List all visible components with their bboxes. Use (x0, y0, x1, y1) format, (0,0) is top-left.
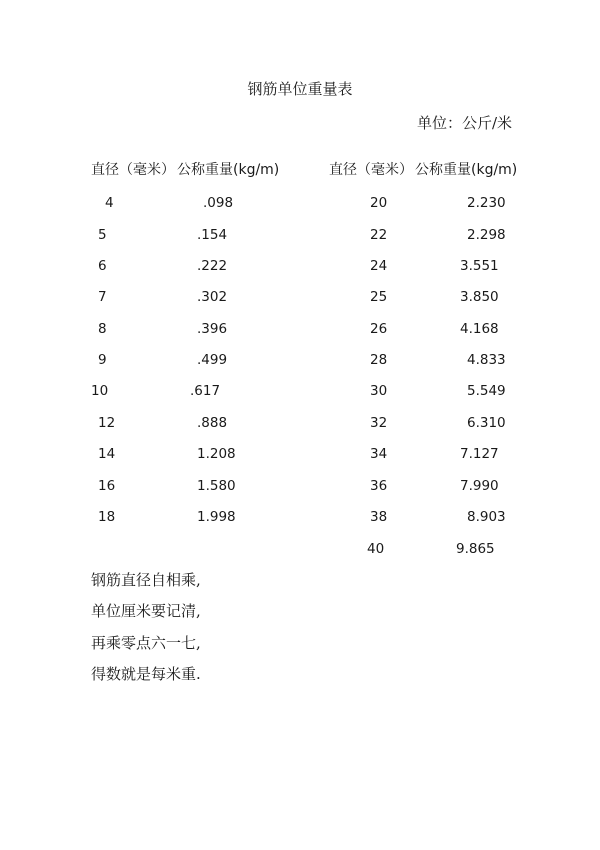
left-row-weight: .098 (203, 195, 234, 211)
right-row-weight: 4.168 (460, 321, 499, 337)
left-row-diameter: 10 (91, 383, 109, 399)
left-row-weight: .154 (197, 227, 228, 243)
right-row-weight: 7.127 (460, 446, 499, 462)
right-row-diameter: 36 (370, 478, 388, 494)
verse-line: 钢筋直径自相乘, (91, 571, 201, 589)
right-diameter-header: 直径（毫米） (329, 162, 413, 178)
verse-line: 得数就是每米重. (91, 665, 201, 683)
right-row-weight: 9.865 (456, 541, 495, 557)
right-row-weight: 8.903 (467, 509, 506, 525)
right-row-diameter: 22 (370, 227, 388, 243)
right-row-weight: 7.990 (460, 478, 499, 494)
right-row-weight: 6.310 (467, 415, 506, 431)
left-row-diameter: 8 (98, 321, 107, 337)
right-row-weight: 3.551 (460, 258, 499, 274)
right-row-diameter: 34 (370, 446, 388, 462)
right-weight-header: 公称重量(kg/m) (415, 162, 518, 178)
right-row-diameter: 24 (370, 258, 388, 274)
left-row-weight: .499 (197, 352, 228, 368)
right-row-diameter: 26 (370, 321, 388, 337)
left-row-diameter: 7 (98, 289, 107, 305)
left-row-diameter: 16 (98, 478, 116, 494)
right-row-diameter: 38 (370, 509, 388, 525)
left-row-weight: .222 (197, 258, 228, 274)
page-title: 钢筋单位重量表 (247, 80, 353, 98)
right-row-diameter: 28 (370, 352, 388, 368)
left-row-weight: 1.208 (197, 446, 236, 462)
left-row-weight: .302 (197, 289, 228, 305)
left-row-weight: 1.998 (197, 509, 236, 525)
right-row-weight: 4.833 (467, 352, 506, 368)
left-row-diameter: 9 (98, 352, 107, 368)
right-row-weight: 3.850 (460, 289, 499, 305)
left-row-weight: .396 (197, 321, 228, 337)
left-row-diameter: 5 (98, 227, 107, 243)
left-row-weight: .617 (190, 383, 221, 399)
left-row-weight: .888 (197, 415, 228, 431)
left-row-diameter: 12 (98, 415, 116, 431)
right-row-diameter: 30 (370, 383, 388, 399)
right-row-diameter: 20 (370, 195, 388, 211)
unit-label: 单位：公斤/米 (416, 114, 512, 132)
verse-line: 再乘零点六一七, (91, 634, 201, 652)
left-weight-header: 公称重量(kg/m) (177, 162, 280, 178)
left-row-diameter: 14 (98, 446, 116, 462)
right-row-diameter: 32 (370, 415, 388, 431)
right-row-weight: 5.549 (467, 383, 506, 399)
right-row-diameter: 40 (367, 541, 385, 557)
left-diameter-header: 直径（毫米） (91, 162, 175, 178)
left-row-diameter: 4 (105, 195, 114, 211)
left-row-weight: 1.580 (197, 478, 236, 494)
left-row-diameter: 18 (98, 509, 116, 525)
right-row-weight: 2.230 (467, 195, 506, 211)
right-row-diameter: 25 (370, 289, 388, 305)
left-row-diameter: 6 (98, 258, 107, 274)
right-row-weight: 2.298 (467, 227, 506, 243)
verse-line: 单位厘米要记清, (91, 602, 201, 620)
